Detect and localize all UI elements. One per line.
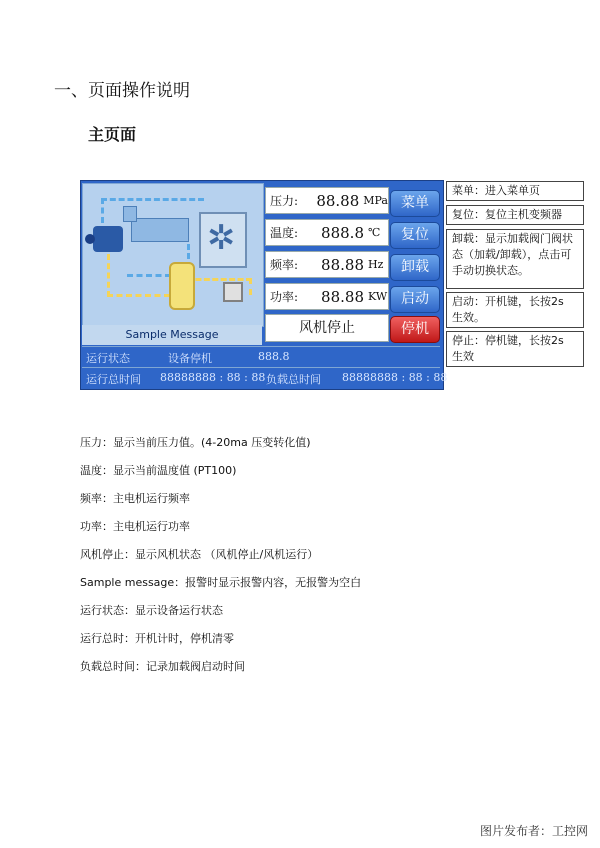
publisher-watermark: 图片发布者：工控网	[479, 824, 588, 838]
stop-button[interactable]: 停机	[390, 316, 440, 343]
start-button[interactable]: 启动	[390, 286, 440, 313]
temperature-readout	[265, 219, 389, 246]
desc-power: 功率：主电机运行功率	[80, 520, 190, 533]
callout-reset: 复位：复位主机变频器	[446, 205, 584, 225]
motor-icon	[93, 226, 123, 252]
run-status-label: 运行状态	[86, 352, 130, 365]
temperature-value: 888.8	[321, 223, 364, 242]
fan-status: 风机停止	[265, 314, 389, 342]
power-value: 88.88	[321, 287, 364, 306]
run-total-label: 运行总时间	[86, 373, 141, 386]
desc-load-total: 负载总时间：记录加载阀启动时间	[80, 660, 245, 673]
temperature-label: 温度:	[270, 226, 299, 240]
temperature-unit: ℃	[368, 226, 381, 239]
power-label: 功率:	[270, 290, 299, 304]
status-divider	[82, 346, 440, 347]
power-readout	[265, 283, 389, 310]
run-status-number: 888.8	[258, 350, 290, 363]
run-total-value: 88888888 : 88 : 88	[160, 371, 266, 384]
callout-menu: 菜单：进入菜单页	[446, 181, 584, 201]
load-total-value: 88888888 : 88 : 88	[342, 371, 448, 384]
desc-fan-status: 风机停止：显示风机状态 （风机停止/风机运行）	[80, 548, 319, 561]
valve-icon	[223, 282, 243, 302]
power-unit: KW	[368, 290, 388, 303]
cooler-fan-icon	[199, 212, 247, 268]
desc-frequency: 频率：主电机运行频率	[80, 492, 190, 505]
desc-run-total: 运行总时：开机计时，停机清零	[80, 632, 234, 645]
unload-button[interactable]: 卸载	[390, 254, 440, 281]
desc-run-status: 运行状态：显示设备运行状态	[80, 604, 223, 617]
load-total-label: 负载总时间	[266, 373, 321, 386]
frequency-unit: Hz	[368, 258, 384, 271]
desc-pressure: 压力：显示当前压力值。(4-20ma 压变转化值)	[80, 436, 311, 449]
status-divider-2	[82, 367, 440, 368]
frequency-value: 88.88	[321, 255, 364, 274]
desc-sample-message: Sample message：报警时显示报警内容，无报警为空白	[80, 576, 362, 589]
reset-button[interactable]: 复位	[390, 222, 440, 249]
callout-stop: 停止：停机键，长按2s 生效	[446, 331, 584, 367]
frequency-readout	[265, 251, 389, 278]
sample-message: Sample Message	[82, 325, 262, 345]
callout-unload: 卸载：显示加载阀门阀状态（加载/卸载），点击可手动切换状态。	[446, 229, 584, 289]
section-heading: 一、页面操作说明	[54, 81, 190, 101]
run-status-value: 设备停机	[168, 352, 212, 365]
subsection-heading: 主页面	[88, 125, 137, 144]
pressure-unit: MPa	[363, 194, 388, 207]
oil-tank-icon	[169, 262, 195, 310]
pressure-value: 88.88	[316, 191, 360, 210]
pressure-label: 压力:	[270, 194, 299, 208]
pressure-readout	[265, 187, 389, 214]
compressor-diagram	[82, 183, 264, 327]
callout-start: 启动：开机键，长按2s 生效。	[446, 292, 584, 328]
frequency-label: 频率:	[270, 258, 299, 272]
desc-temperature: 温度：显示当前温度值 (PT100)	[80, 464, 237, 477]
menu-button[interactable]: 菜单	[390, 190, 440, 217]
